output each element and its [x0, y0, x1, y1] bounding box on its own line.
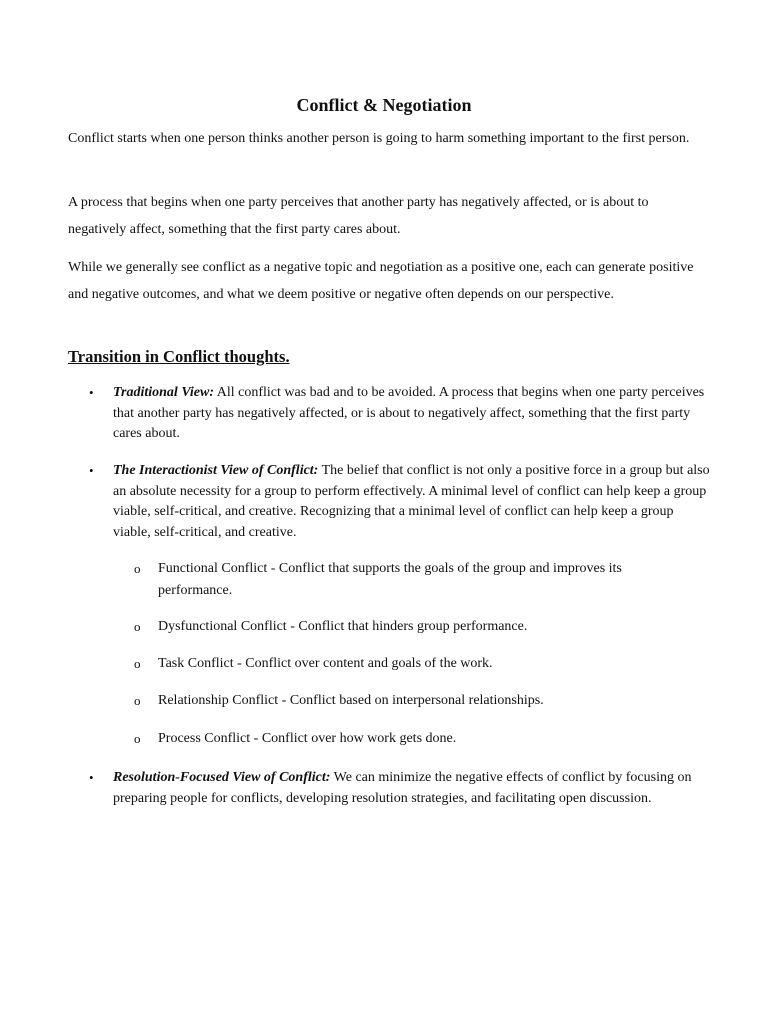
sub-item-text: Dysfunctional Conflict - Conflict that hinders group performance.: [158, 619, 528, 634]
sub-item-dysfunctional: [134, 616, 698, 638]
bullet-marker: •: [89, 385, 94, 400]
document-title: Conflict & Negotiation: [296, 95, 472, 115]
section-heading: Transition in Conflict thoughts.: [68, 347, 290, 366]
sub-marker: o: [134, 619, 141, 634]
sub-marker: o: [134, 561, 141, 576]
sub-item-process: [134, 728, 698, 750]
bullet-text: We can minimize the negative effects of conflict by focusing on preparing people for conflicts, developing resolution strategies, and facilitating open discussion.: [113, 770, 692, 806]
sub-marker: o: [134, 693, 141, 708]
paragraph-definition: Conflict starts when one person thinks another person is going to harm something important to the first person.: [68, 131, 690, 146]
bullet-text: All conflict was bad and to be avoided. A process that begins when one party perceives that another party has negatively affected, or is about to negatively affect, something that the first party cares about.: [113, 385, 705, 441]
sub-item-text: Task Conflict - Conflict over content and goals of the work.: [158, 656, 493, 671]
bullet-lead: The Interactionist View of Conflict:: [113, 463, 319, 478]
bullet-interactionist-view: [89, 461, 711, 543]
sub-item-text: Relationship Conflict - Conflict based on interpersonal relationships.: [158, 693, 544, 708]
bullet-marker: •: [89, 463, 94, 478]
bullet-resolution-focused-view: [89, 768, 711, 809]
bullet-lead: Resolution-Focused View of Conflict:: [113, 770, 331, 785]
sub-item-relationship: [134, 690, 698, 712]
sub-marker: o: [134, 731, 141, 746]
bullet-traditional-view: [89, 383, 711, 445]
sub-marker: o: [134, 656, 141, 671]
sub-item-text: Process Conflict - Conflict over how work gets done.: [158, 731, 457, 746]
sub-item-task: [134, 653, 698, 675]
paragraph-process: A process that begins when one party perceives that another party has negatively affected, or is about to negatively affect, something that the first party cares about.: [68, 195, 649, 237]
paragraph-perspective: While we generally see conflict as a negative topic and negotiation as a positive one, each can generate positive and negative outcomes, and what we deem positive or negative often depends on our perspective.: [68, 260, 694, 302]
bullet-marker: •: [89, 770, 94, 785]
sub-item-text: Functional Conflict - Conflict that supports the goals of the group and improves its performance.: [158, 561, 622, 598]
bullet-text: The belief that conflict is not only a positive force in a group but also an absolute necessity for a group to perform effectively. A minimal level of conflict can help keep a group viable, self-critical, and creative. Recognizing that a minimal level of conflict can help keep a group viable, self-critical, and creative.: [113, 463, 710, 540]
sub-item-functional: [134, 558, 698, 602]
bullet-lead: Traditional View:: [113, 385, 214, 400]
